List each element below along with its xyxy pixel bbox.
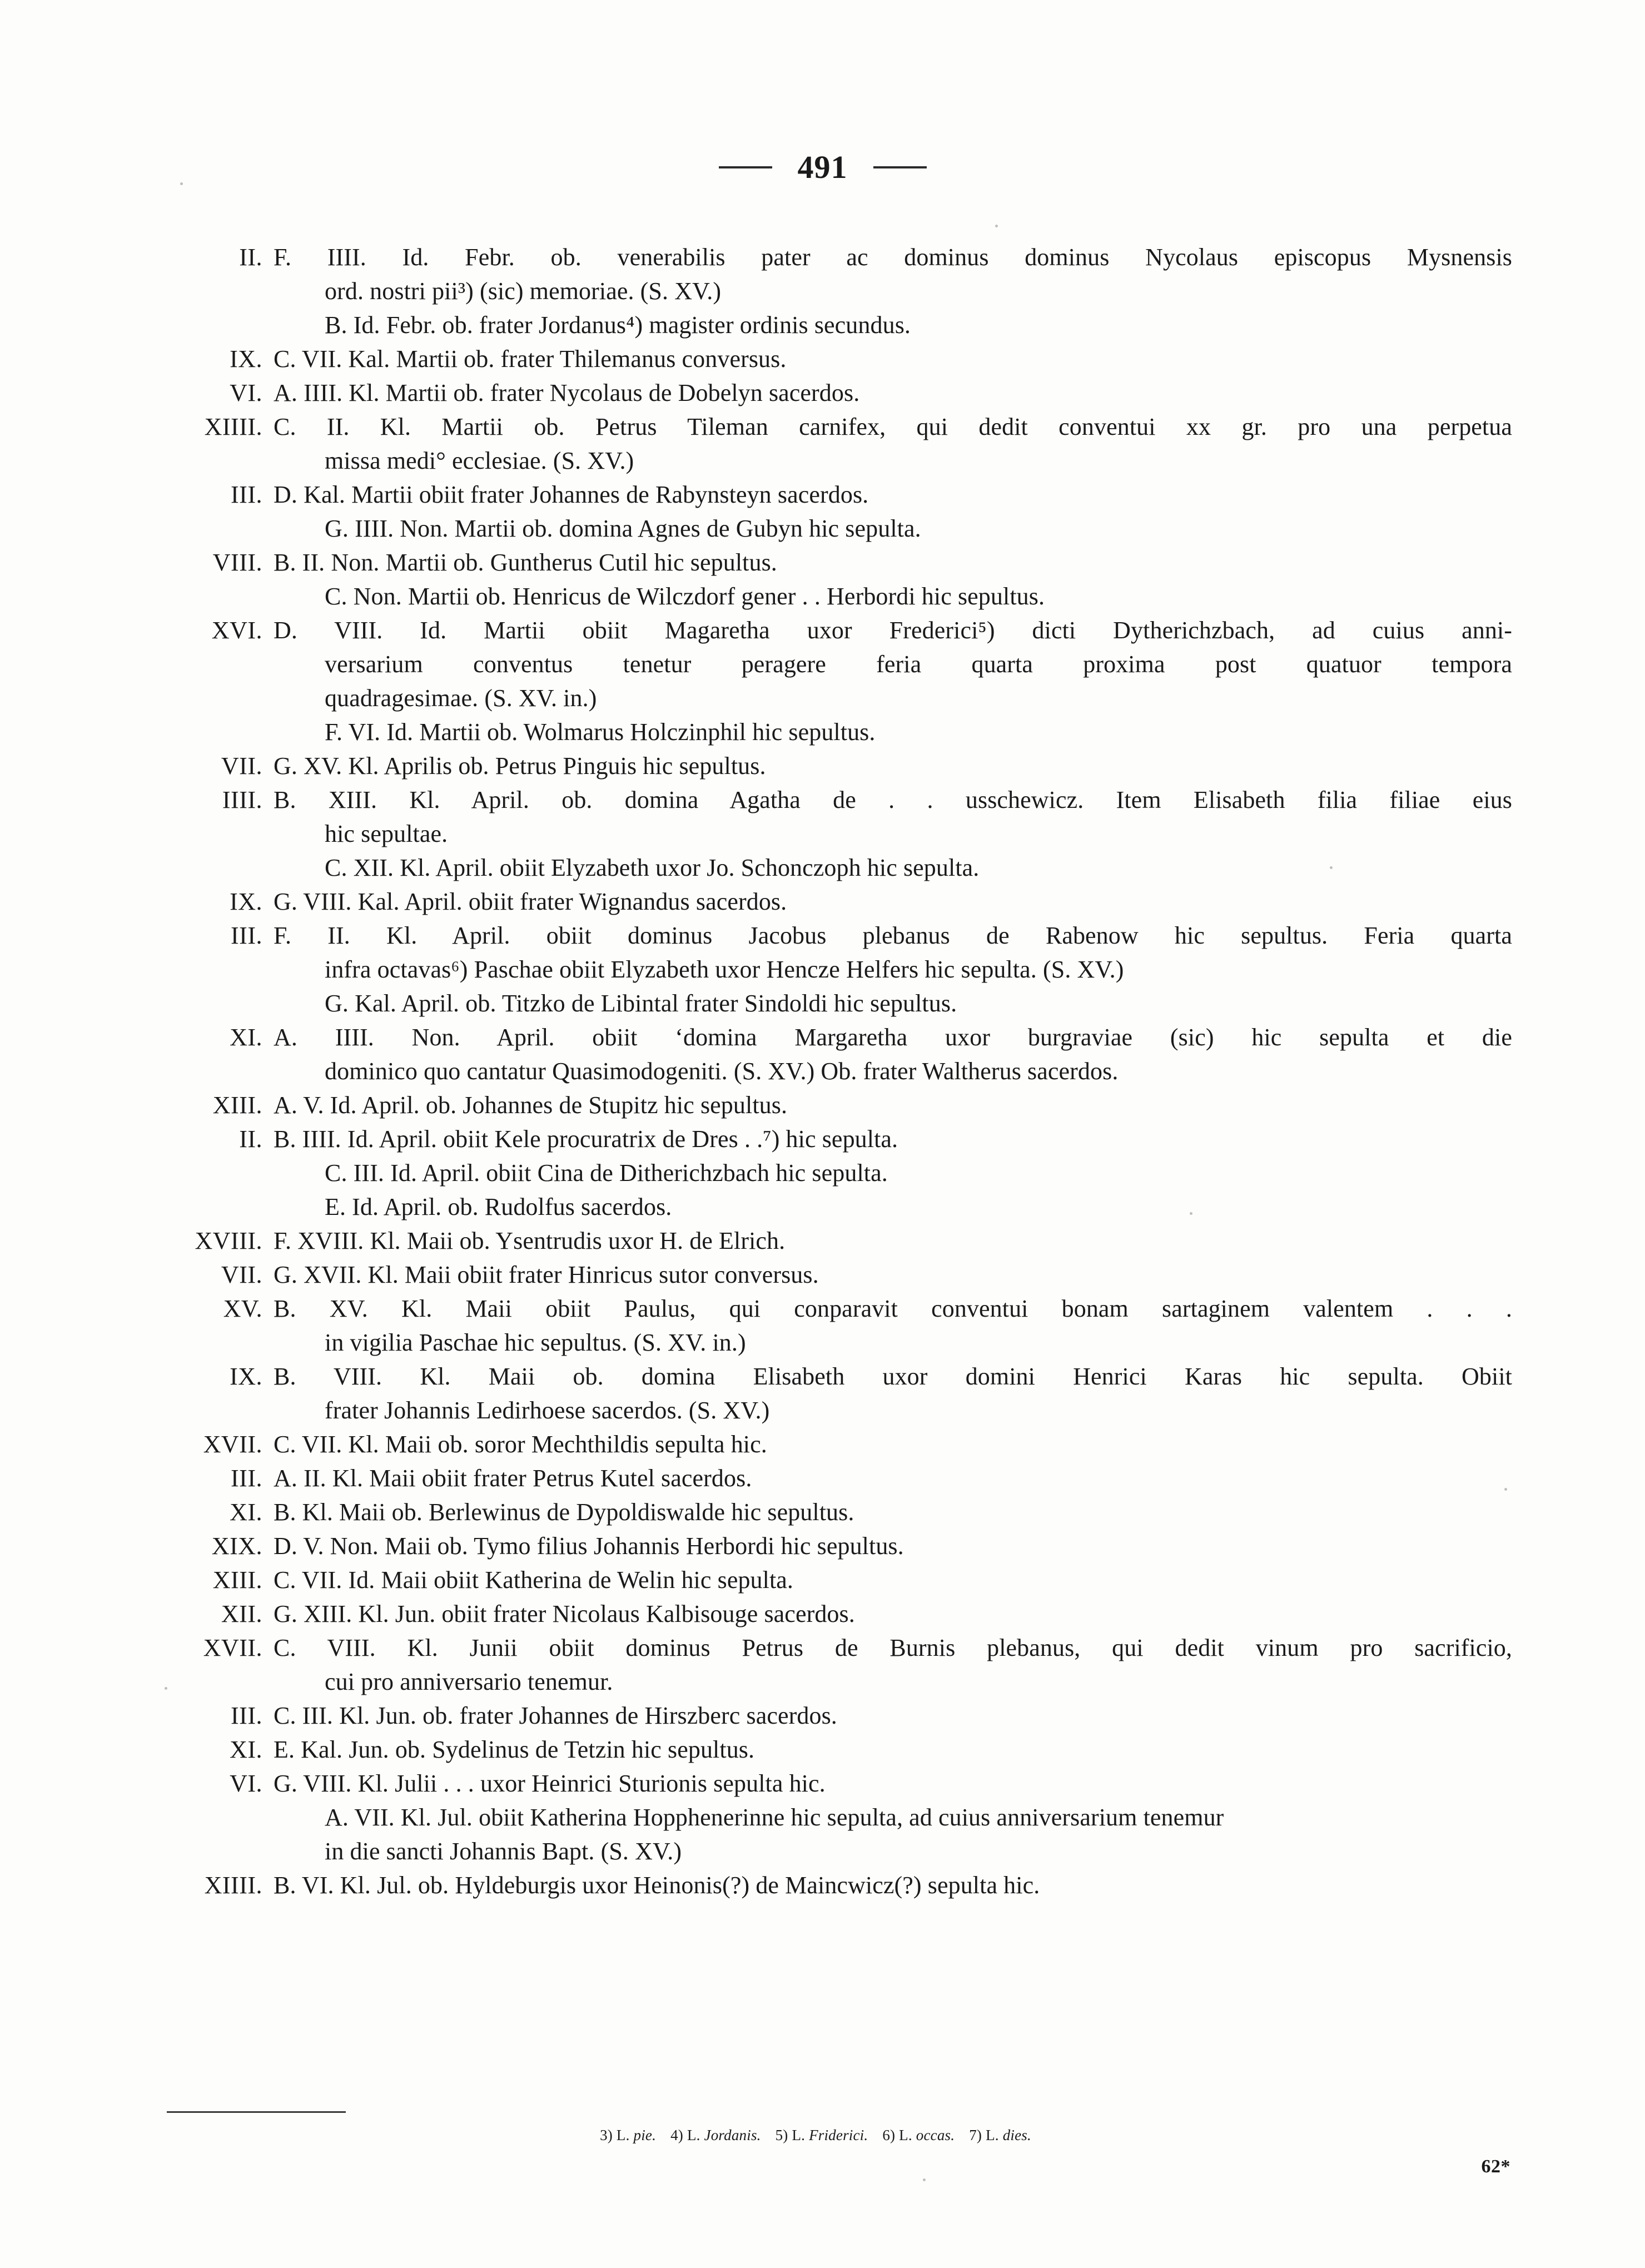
entry-numeral: XVII.	[203, 1634, 262, 1661]
entry-text: dominico quo cantatur Quasimodogeniti. (S. XV.) Ob. frater Waltherus sacerdos.	[325, 1058, 1119, 1085]
necrology-entry-line	[167, 1631, 1512, 1665]
necrology-entry-line	[167, 1292, 1512, 1326]
necrology-entry-line	[167, 1461, 1512, 1495]
necrology-entry-line	[167, 1054, 1512, 1088]
folio-number: 491	[797, 149, 848, 185]
entry-text: C. Non. Martii ob. Henricus de Wilczdorf gener . . Herbordi hic sepultus.	[325, 583, 1045, 610]
entry-numeral: XI.	[230, 1498, 262, 1526]
entry-text: C. VIII. Kl. Junii obiit dominus Petrus de Burnis plebanus, qui dedit vinum pro sacrificio,	[274, 1634, 1512, 1661]
necrology-entry-line	[167, 1699, 1512, 1733]
entry-numeral: IX.	[230, 345, 262, 373]
entry-text: B. IIII. Id. April. obiit Kele procuratrix de Dres . .⁷) hic sepulta.	[274, 1125, 898, 1153]
entry-numeral: XII.	[221, 1600, 262, 1627]
necrology-entry-line	[167, 647, 1512, 681]
footnote-marker: 3)	[600, 2127, 613, 2143]
necrology-entry-line	[167, 1733, 1512, 1766]
entry-numeral: III.	[231, 922, 262, 949]
footnote-source-siglum: L.	[899, 2127, 912, 2143]
necrology-entry-line	[167, 444, 1512, 478]
necrology-entry-line	[167, 410, 1512, 444]
entry-numeral: XIX.	[211, 1532, 262, 1560]
entry-numeral: III.	[231, 1702, 262, 1729]
entry-numeral: XIIII.	[204, 1872, 262, 1899]
footnote-marker: 5)	[775, 2127, 788, 2143]
necrology-entry-line	[167, 308, 1512, 342]
entry-numeral: XVI.	[211, 617, 262, 644]
entry-text: G. Kal. April. ob. Titzko de Libintal frater Sindoldi hic sepultus.	[325, 990, 957, 1017]
entry-text: B. VI. Kl. Jul. ob. Hyldeburgis uxor Heinonis(?) de Maincwicz(?) sepulta hic.	[274, 1872, 1040, 1899]
sheet-signature: 62*	[1481, 2156, 1510, 2177]
entry-numeral: XVII.	[203, 1431, 262, 1458]
entry-numeral: XVIII.	[195, 1227, 262, 1254]
entry-text: B. XV. Kl. Maii obiit Paulus, qui conparavit conventui bonam sartaginem valentem . . .	[274, 1295, 1512, 1322]
entry-text: in die sancti Johannis Bapt. (S. XV.)	[325, 1838, 682, 1865]
necrology-entry-line	[167, 1800, 1512, 1834]
entry-numeral: VI.	[230, 1770, 262, 1797]
footnote-separator	[167, 2111, 346, 2113]
necrology-entry-line	[167, 1495, 1512, 1529]
entry-numeral: III.	[231, 1465, 262, 1492]
entry-numeral: XI.	[230, 1736, 262, 1763]
necrology-entry-line	[167, 1326, 1512, 1359]
entry-numeral: VII.	[221, 752, 262, 780]
necrology-entry-line	[167, 1834, 1512, 1868]
necrology-entry-line	[167, 715, 1512, 749]
scan-speck	[1330, 866, 1333, 869]
scan-speck	[165, 1687, 167, 1690]
footnote-source-siglum: L.	[616, 2127, 630, 2143]
entry-text: D. Kal. Martii obiit frater Johannes de Rabynsteyn sacerdos.	[274, 481, 869, 508]
entry-text: F. IIII. Id. Febr. ob. venerabilis pater ac dominus dominus Nycolaus episcopus Mysnensis	[274, 244, 1512, 271]
necrology-entry-line	[167, 1868, 1512, 1902]
footnote-source-siglum: L.	[986, 2127, 999, 2143]
footnote-item	[882, 2127, 955, 2143]
necrology-entry-line	[167, 613, 1512, 647]
entry-text: quadragesimae. (S. XV. in.)	[325, 684, 597, 712]
entry-text: C. XII. Kl. April. obiit Elyzabeth uxor Jo. Schonczoph hic sepulta.	[325, 854, 980, 881]
necrology-entry-line	[167, 986, 1512, 1020]
footnote-reading: dies.	[1002, 2127, 1031, 2143]
necrology-entry-line	[167, 1020, 1512, 1054]
entry-numeral: XV.	[223, 1295, 262, 1322]
necrology-entry-list	[167, 240, 1512, 1902]
necrology-entry-line	[167, 1563, 1512, 1597]
entry-text: A. VII. Kl. Jul. obiit Katherina Hopphenerinne hic sepulta, ad cuius anniversarium tenemur	[325, 1804, 1224, 1831]
footnote-item	[969, 2127, 1031, 2143]
necrology-entry-line	[167, 274, 1512, 308]
entry-numeral: IIII.	[222, 786, 262, 813]
necrology-entry-line	[167, 783, 1512, 817]
entry-text: F. XVIII. Kl. Maii ob. Ysentrudis uxor H. de Elrich.	[274, 1227, 786, 1254]
entry-text: A. II. Kl. Maii obiit frater Petrus Kutel sacerdos.	[274, 1465, 752, 1492]
entry-text: ord. nostri pii³) (sic) memoriae. (S. XV.)	[325, 277, 722, 305]
entry-text: A. IIII. Kl. Martii ob. frater Nycolaus de Dobelyn sacerdos.	[274, 379, 860, 406]
necrology-entry-line	[167, 919, 1512, 952]
entry-text: B. Kl. Maii ob. Berlewinus de Dypoldiswalde hic sepultus.	[274, 1498, 854, 1526]
entry-text: B. XIII. Kl. April. ob. domina Agatha de . . usschewicz. Item Elisabeth filia filiae eius	[274, 786, 1512, 813]
entry-text: D. VIII. Id. Martii obiit Magaretha uxor Frederici⁵) dicti Dytherichzbach, ad cuius anni-	[274, 617, 1512, 644]
entry-numeral: II.	[239, 1125, 262, 1153]
entry-text: G. IIII. Non. Martii ob. domina Agnes de Gubyn hic sepulta.	[325, 515, 921, 542]
necrology-entry-line	[167, 342, 1512, 376]
footnote-reading: Friderici.	[809, 2127, 868, 2143]
scan-speck	[1190, 1212, 1192, 1215]
necrology-entry-line	[167, 1088, 1512, 1122]
entry-text: infra octavas⁶) Paschae obiit Elyzabeth uxor Hencze Helfers hic sepulta. (S. XV.)	[325, 956, 1124, 983]
entry-text: B. Id. Febr. ob. frater Jordanus⁴) magister ordinis secundus.	[325, 311, 911, 339]
necrology-entry-line	[167, 749, 1512, 783]
necrology-entry-line	[167, 1156, 1512, 1190]
necrology-entry-line	[167, 545, 1512, 579]
entry-text: A. IIII. Non. April. obiit ʻdomina Margaretha uxor burgraviae (sic) hic sepulta et die	[274, 1024, 1512, 1051]
entry-text: G. XV. Kl. Aprilis ob. Petrus Pinguis hic sepultus.	[274, 752, 766, 780]
entry-text: G. XIII. Kl. Jun. obiit frater Nicolaus Kalbisouge sacerdos.	[274, 1600, 855, 1627]
entry-text: G. VIII. Kal. April. obiit frater Wignandus sacerdos.	[274, 888, 787, 915]
entry-text: G. XVII. Kl. Maii obiit frater Hinricus sutor conversus.	[274, 1261, 819, 1288]
necrology-entry-line	[167, 1224, 1512, 1258]
entry-text: cui pro anniversario tenemur.	[325, 1668, 613, 1695]
necrology-entry-line	[167, 1766, 1512, 1800]
necrology-entry-line	[167, 512, 1512, 545]
necrology-entry-line	[167, 1665, 1512, 1699]
footnote-item	[776, 2127, 868, 2143]
necrology-entry-line	[167, 1529, 1512, 1563]
entry-numeral: VIII.	[212, 549, 262, 576]
entry-text: C. II. Kl. Martii ob. Petrus Tileman carnifex, qui dedit conventui xx gr. pro una perpetua	[274, 413, 1512, 440]
necrology-entry-line	[167, 240, 1512, 274]
necrology-entry-line	[167, 1427, 1512, 1461]
entry-text: C. III. Kl. Jun. ob. frater Johannes de Hirszberc sacerdos.	[274, 1702, 837, 1729]
necrology-entry-line	[167, 579, 1512, 613]
head-rule-right-icon	[873, 166, 927, 168]
entry-text: C. VII. Id. Maii obiit Katherina de Welin hic sepulta.	[274, 1566, 794, 1594]
entry-text: C. III. Id. April. obiit Cina de Ditherichzbach hic sepulta.	[325, 1159, 888, 1187]
footnote-item	[670, 2127, 761, 2143]
necrology-entry-line	[167, 1597, 1512, 1631]
entry-text: A. V. Id. April. ob. Johannes de Stupitz hic sepultus.	[274, 1091, 788, 1119]
footnote-source-siglum: L.	[687, 2127, 700, 2143]
entry-numeral: XI.	[230, 1024, 262, 1051]
entry-numeral: XIII.	[212, 1566, 262, 1594]
necrology-entry-line	[167, 1393, 1512, 1427]
necrology-entry-line	[167, 885, 1512, 919]
footnote-reading: occas.	[916, 2127, 955, 2143]
footnote-reading: pie.	[633, 2127, 657, 2143]
entry-text: F. II. Kl. April. obiit dominus Jacobus plebanus de Rabenow hic sepultus. Feria quarta	[274, 922, 1512, 949]
entry-text: frater Johannis Ledirhoese sacerdos. (S. XV.)	[325, 1397, 770, 1424]
entry-text: E. Kal. Jun. ob. Sydelinus de Tetzin hic sepultus.	[274, 1736, 755, 1763]
necrology-entry-line	[167, 851, 1512, 885]
entry-text: versarium conventus tenetur peragere feria quarta proxima post quatuor tempora	[325, 651, 1512, 678]
entry-numeral: VII.	[221, 1261, 262, 1288]
scan-speck	[180, 182, 183, 185]
necrology-entry-line	[167, 952, 1512, 986]
entry-text: E. Id. April. ob. Rudolfus sacerdos.	[325, 1193, 672, 1220]
entry-numeral: III.	[231, 481, 262, 508]
entry-text: in vigilia Paschae hic sepultus. (S. XV. in.)	[325, 1329, 746, 1356]
necrology-entry-line	[167, 681, 1512, 715]
entry-text: C. VII. Kal. Martii ob. frater Thilemanus conversus.	[274, 345, 787, 373]
head-rule-left-icon	[719, 166, 772, 168]
entry-numeral: VI.	[230, 379, 262, 406]
running-head	[0, 151, 1645, 183]
entry-numeral: XIII.	[212, 1091, 262, 1119]
necrology-entry-line	[167, 376, 1512, 410]
entry-numeral: II.	[239, 244, 262, 271]
necrology-entry-line	[167, 1190, 1512, 1224]
necrology-entry-line	[167, 817, 1512, 851]
necrology-entry-line	[167, 1258, 1512, 1292]
necrology-entry-line	[167, 478, 1512, 512]
necrology-entry-line	[167, 1359, 1512, 1393]
footnote-marker: 6)	[882, 2127, 896, 2143]
entry-text: B. VIII. Kl. Maii ob. domina Elisabeth uxor domini Henrici Karas hic sepulta. Obiit	[274, 1363, 1512, 1390]
footnote-marker: 4)	[670, 2127, 683, 2143]
footnote-source-siglum: L.	[792, 2127, 806, 2143]
entry-text: hic sepultae.	[325, 820, 448, 847]
footnote-apparatus	[167, 2125, 1479, 2145]
entry-text: missa medi° ecclesiae. (S. XV.)	[325, 447, 634, 474]
scan-speck	[1504, 1488, 1507, 1491]
entry-numeral: XIIII.	[204, 413, 262, 440]
entry-numeral: IX.	[230, 888, 262, 915]
entry-text: G. VIII. Kl. Julii . . . uxor Heinrici Sturionis sepulta hic.	[274, 1770, 826, 1797]
footnote-marker: 7)	[969, 2127, 982, 2143]
entry-text: F. VI. Id. Martii ob. Wolmarus Holczinphil hic sepultus.	[325, 718, 876, 746]
scan-speck	[923, 2178, 926, 2181]
scan-speck	[995, 225, 998, 227]
entry-text: B. II. Non. Martii ob. Guntherus Cutil hic sepultus.	[274, 549, 777, 576]
necrology-entry-line	[167, 1122, 1512, 1156]
entry-text: C. VII. Kl. Maii ob. soror Mechthildis sepulta hic.	[274, 1431, 767, 1458]
footnote-reading: Jordanis.	[704, 2127, 761, 2143]
footnote-item	[600, 2127, 656, 2143]
entry-text: D. V. Non. Maii ob. Tymo filius Johannis Herbordi hic sepultus.	[274, 1532, 904, 1560]
entry-numeral: IX.	[230, 1363, 262, 1390]
